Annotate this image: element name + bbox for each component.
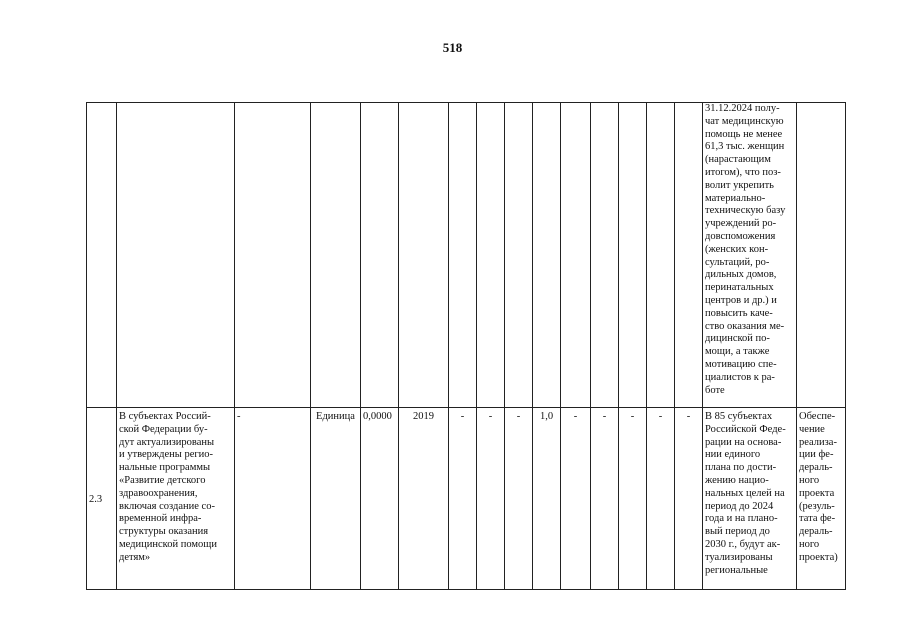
cell-unit xyxy=(311,103,361,408)
document-table xyxy=(86,102,846,590)
cell-year-value xyxy=(591,103,619,408)
cell-type: - xyxy=(235,408,311,590)
table-row-continuation xyxy=(87,103,846,408)
cell-basis: Обеспе- чение реализа- ции фе- дераль- ного проекта (резуль- тата фе- дераль- ного проекта) xyxy=(797,408,846,590)
cell-unit: Единица xyxy=(311,408,361,590)
cell-year-value xyxy=(675,103,703,408)
cell-year-value: - xyxy=(561,408,591,590)
cell-year-value: 1,0 xyxy=(533,408,561,590)
cell-result-text: В 85 субъектах Российской Феде- рации на основа- нии единого плана по дости- жению нацио- нальных целей на период до 2024 года и на плано- вый период до 2030 г., будут ак- туализированы региональные xyxy=(703,408,797,590)
cell-year-value: - xyxy=(675,408,703,590)
cell-year-value xyxy=(505,103,533,408)
cell-year-value xyxy=(619,103,647,408)
cell-base-year: 2019 xyxy=(399,408,449,590)
cell-year-value xyxy=(533,103,561,408)
cell-basis xyxy=(797,103,846,408)
cell-number: 2.3 xyxy=(87,408,117,590)
cell-year-value: - xyxy=(647,408,675,590)
cell-base-year xyxy=(399,103,449,408)
cell-result-text: 31.12.2024 полу- чат медицинскую помощь не менее 61,3 тыс. женщин (нарастающим итогом), что поз- волит укрепить материально- техническую базу учреждений ро- довспоможения (женских кон- сультаций, ро- дильных домов, перинатальных центров и др.) и повысить каче- ство оказания ме- дицинской по- мощи, а также мотивацию спе- циалистов к ра- боте xyxy=(703,103,797,408)
cell-year-value: - xyxy=(449,408,477,590)
table-row-2-3 xyxy=(87,408,846,590)
cell-year-value xyxy=(647,103,675,408)
cell-year-value: - xyxy=(619,408,647,590)
cell-year-value xyxy=(477,103,505,408)
cell-name xyxy=(117,103,235,408)
cell-year-value xyxy=(561,103,591,408)
cell-base-value xyxy=(361,103,399,408)
cell-year-value: - xyxy=(591,408,619,590)
cell-year-value xyxy=(449,103,477,408)
cell-base-value: 0,0000 xyxy=(361,408,399,590)
cell-year-value: - xyxy=(505,408,533,590)
cell-year-value: - xyxy=(477,408,505,590)
cell-number xyxy=(87,103,117,408)
page-number: 518 xyxy=(442,40,463,55)
cell-name: В субъектах Россий- ской Федерации бу- дут актуализированы и утверждены регио- нальные программы «Развитие детского здравоохранения, включая создание со- временной инфра- структуры оказания медицинской помощи детям» xyxy=(117,408,235,590)
cell-type xyxy=(235,103,311,408)
